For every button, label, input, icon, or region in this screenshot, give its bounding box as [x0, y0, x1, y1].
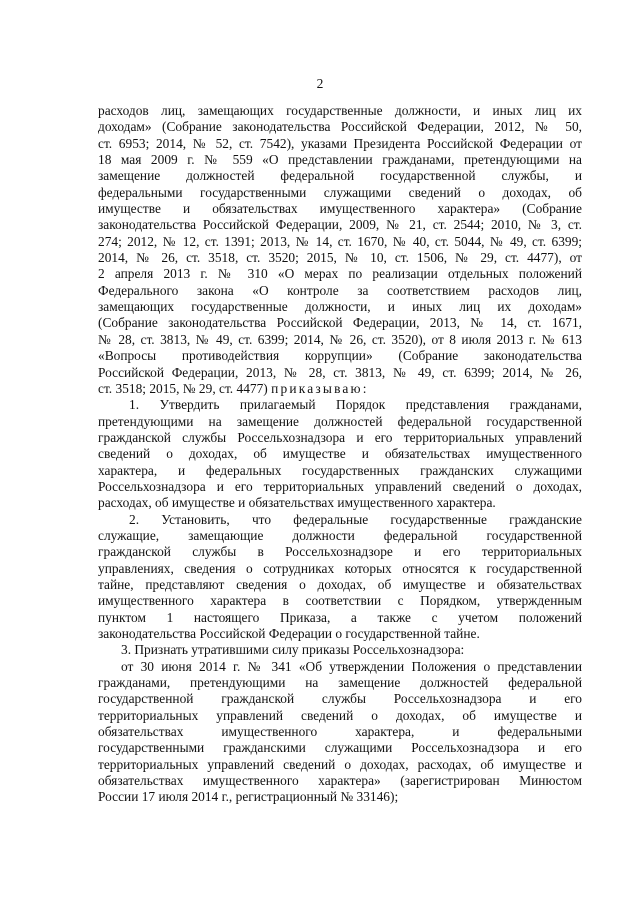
text-line: управлениях, сведения о сотрудниках которых относятся к государственной — [98, 560, 582, 576]
text-line: Российской Федерации, 2013, № 28, ст. 3813, № 49, ст. 6399; 2014, № 26, — [98, 364, 582, 380]
text-line: имуществе и обязательствах имущественного характера» (Собрание — [98, 201, 582, 217]
text-line: обязательствах имущественного характера» (зарегистрирован Минюстом — [98, 773, 582, 789]
text-line: 3. Признать утратившими силу приказы Россельхознадзора: — [121, 642, 465, 658]
text-line: гражданами, претендующими на замещение должностей федеральной — [98, 675, 582, 691]
text-line: 274; 2012, № 12, ст. 1391; 2013, № 14, ст. 1670, № 40, ст. 5044, № 49, ст. 6399; — [98, 233, 582, 249]
text-line: 18 мая 2009 г. № 559 «О представлении гражданами, претендующими на — [98, 152, 582, 168]
text-line: 2 апреля 2013 г. № 310 «О мерах по реализации отдельных положений — [98, 266, 582, 282]
text-line: территориальных управлений сведений о доходах, расходах, об имуществе и — [98, 756, 582, 772]
text-line: служащие, замещающие должности федеральной государственной — [98, 527, 582, 543]
text-line: пунктом 1 настоящего Приказа, а также с учетом положений — [98, 609, 582, 625]
text-line: федеральными государственными служащими сведений о доходах, об — [98, 184, 582, 200]
text-line: Россельхознадзора и его территориальных управлений сведений о доходах, — [98, 478, 582, 494]
paragraph-3-item — [98, 659, 582, 806]
text-line: 1. Утвердить прилагаемый Порядок представления гражданами, — [129, 397, 582, 413]
text-fragment: ст. 3518; 2015, № 29, ст. 4477) — [98, 380, 268, 396]
text-line: замещение должностей федеральной государственной службы, и — [98, 168, 582, 184]
text-line-last — [98, 381, 582, 397]
text-line: гражданской службы Россельхознадзора и его территориальных управлений — [98, 429, 582, 445]
text-line: замещающих государственные должности, и иных лиц их доходам» — [98, 299, 582, 315]
text-line: (Собрание законодательства Российской Федерации, 2013, № 14, ст. 1671, — [98, 315, 582, 331]
paragraph-preamble — [98, 103, 582, 397]
text-line: ст. 6953; 2014, № 52, ст. 7542), указами Президента Российской Федерации от — [98, 135, 582, 151]
text-line: от 30 июня 2014 г. № 341 «Об утверждении Положения о представлении — [121, 658, 582, 674]
text-line: государственными гражданскими служащими Россельхознадзора и его — [98, 740, 582, 756]
text-line: «Вопросы противодействия коррупции» (Собрание законодательства — [98, 348, 582, 364]
text-line: гражданской службы в Россельхознадзоре и его территориальных — [98, 544, 582, 560]
text-line: территориальных управлений сведений о доходах, об имуществе и — [98, 707, 582, 723]
paragraph-3 — [98, 642, 582, 658]
text-line: государственной гражданской службы Россельхознадзора и его — [98, 691, 582, 707]
text-line: сведений о доходах, об имуществе и обязательствах имущественного — [98, 446, 582, 462]
text-line: расходов лиц, замещающих государственные должности, и иных лиц их — [98, 103, 582, 118]
paragraph-1 — [98, 397, 582, 511]
text-line: № 28, ст. 3813, № 49, ст. 6399; 2014, № 26, ст. 3520), от 8 июля 2013 г. № 613 — [98, 331, 582, 347]
text-line: тайне, представляют сведения о доходах, об имуществе и обязательствах — [98, 576, 582, 592]
decree-word: приказываю: — [271, 380, 369, 396]
text-line: имущественного характера в соответствии с Порядком, утвержденным — [98, 593, 582, 609]
document-body — [98, 103, 582, 806]
paragraph-2 — [98, 512, 582, 643]
text-line: доходам» (Собрание законодательства Российской Федерации, 2012, № 50, — [98, 119, 582, 135]
text-line: России 17 июля 2014 г., регистрационный № 33146); — [98, 789, 399, 805]
text-line: 2. Установить, что федеральные государственные гражданские — [129, 511, 582, 527]
text-line: 2014, № 26, ст. 3518, ст. 3520; 2015, № 10, ст. 1506, № 29, ст. 4477), от — [98, 250, 582, 266]
text-line: характера, и федеральных государственных гражданских служащими — [98, 462, 582, 478]
page-number: 2 — [316, 76, 324, 91]
text-line: расходах, об имуществе и обязательствах имущественного характера. — [98, 495, 496, 511]
text-line: обязательствах имущественного характера, и федеральными — [98, 724, 582, 740]
text-line: законодательства Российской Федерации, 2009, № 21, ст. 2544; 2010, № 3, ст. — [98, 217, 582, 233]
text-line: законодательства Российской Федерации о государственной тайне. — [98, 626, 480, 641]
text-line: претендующими на замещение должностей федеральной государственной — [98, 413, 582, 429]
text-line: Федерального закона «О контроле за соответствием расходов лиц, — [98, 282, 582, 298]
